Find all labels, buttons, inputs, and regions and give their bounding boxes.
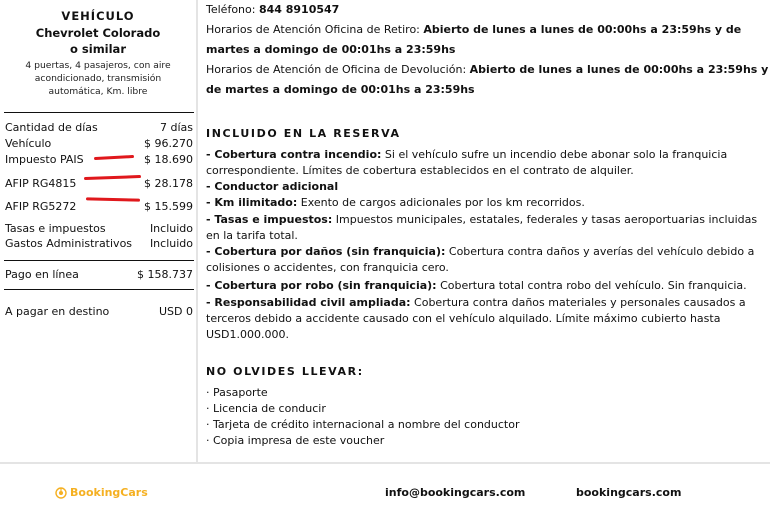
price-label: AFIP RG5272 [5,200,77,213]
price-row-admin [5,237,193,250]
summary-panel [0,0,198,462]
vehicle-heading: VEHÍCULO [61,9,135,23]
coverage-item [206,244,759,276]
vehicle-header [0,0,196,98]
vehicle-model: Chevrolet Colorado [35,26,161,40]
return-hours-2: de martes a domingo de 00:01hs a 23:59hs [206,83,475,96]
coverage-name: - Km ilimitado: [206,196,298,209]
price-row-destination [5,305,193,318]
brand-logo[interactable] [55,486,148,499]
price-label: Vehículo [5,137,52,150]
price-value: Incluido [149,237,193,250]
price-value: $ 18.690 [144,153,193,166]
footer [0,462,770,529]
phone-number: 844 8910547 [258,3,340,16]
coverage-name: - Conductor adicional [206,180,339,193]
footer-email-link[interactable]: info@bookingcars.com [385,486,526,499]
coverage-desc: Cobertura contra daños materiales y personales causados a terceros debido a accidente causado con el vehículo alquilado. Límite máximo cubierto hasta USD1.000.000. [206,296,746,341]
bring-item: · Pasaporte [206,386,268,399]
price-value: $ 158.737 [137,268,193,281]
return-hours: Abierto de lunes a lunes de 00:00hs a 23:59hs y [469,63,769,76]
vehicle-similar: o similar [70,42,126,56]
coverage-item [206,278,759,294]
coverage-item [206,295,759,343]
phone-line [206,2,339,18]
coverage-name: - Cobertura contra incendio: [206,148,382,161]
coverage-desc: Impuestos municipales, estatales, federales y tasas aeroportuarias incluidas en la tarifa total. [206,213,758,242]
price-label: AFIP RG4815 [5,177,77,190]
price-row-taxes [5,222,193,235]
price-value: $ 15.599 [144,200,193,213]
footer-website-link[interactable]: bookingcars.com [576,486,682,499]
return-hours-line-2 [206,82,475,98]
price-label: A pagar en destino [5,305,110,318]
coverage-desc: Cobertura total contra robo del vehículo. Sin franquicia. [436,279,747,292]
pickup-hours: Abierto de lunes a lunes de 00:00hs a 23:59hs y de [423,23,742,36]
bookingcars-logo-icon [55,487,67,499]
phone-label: Teléfono: [206,3,256,16]
price-row-vehicle [5,137,193,150]
price-row-days [5,121,193,134]
coverage-item [206,195,759,211]
price-value: Incluido [149,222,193,235]
pickup-hours-2: martes a domingo de 00:01hs a 23:59hs [206,43,456,56]
coverage-item [206,147,759,179]
vehicle-description: 4 puertas, 4 pasajeros, con aire acondicionado, transmisión automática, Km. libre [25,60,171,97]
pickup-hours-line-2 [206,42,455,58]
price-value: $ 28.178 [144,177,193,190]
price-value: USD 0 [159,305,193,318]
divider [4,112,194,113]
price-label: Tasas e impuestos [5,222,106,235]
return-label: Horarios de Atención de Oficina de Devolución: [206,63,467,76]
price-value: $ 96.270 [144,137,193,150]
coverage-name: - Tasas e impuestos: [206,213,333,226]
bring-item: · Tarjeta de crédito internacional a nombre del conductor [206,418,520,431]
bring-title: NO OLVIDES LLEVAR: [206,365,364,378]
coverage-name: - Cobertura por robo (sin franquicia): [206,279,437,292]
coverage-name: - Cobertura por daños (sin franquicia): [206,245,446,258]
coverage-desc: Exento de cargos adicionales por los km recorridos. [297,196,585,209]
divider [4,260,194,261]
included-title: INCLUIDO EN LA RESERVA [206,127,401,140]
price-value: 7 días [159,121,193,134]
return-hours-line [206,62,768,78]
coverage-desc: Cobertura contra daños y averías del vehículo debido a colisiones o accidentes, con franquicia cero. [206,245,755,274]
coverage-desc: Si el vehículo sufre un incendio debe abonar solo la franquicia correspondiente. Límites de cobertura establecidos en el contrato de alquiler. [206,148,728,177]
pickup-hours-line [206,22,741,38]
bring-item: · Licencia de conducir [206,402,326,415]
divider [4,289,194,290]
price-label: Pago en línea [5,268,79,281]
coverage-item [206,212,759,244]
brand-name: BookingCars [70,486,148,499]
price-row-rg5272 [5,200,193,213]
price-label: Gastos Administrativos [5,237,133,250]
coverage-name: - Responsabilidad civil ampliada: [206,296,411,309]
bring-item: · Copia impresa de este voucher [206,434,385,447]
pickup-label: Horarios de Atención Oficina de Retiro: [206,23,420,36]
coverage-item [206,179,759,195]
price-row-online [5,268,193,281]
price-label: Impuesto PAIS [5,153,84,166]
price-label: Cantidad de días [5,121,98,134]
